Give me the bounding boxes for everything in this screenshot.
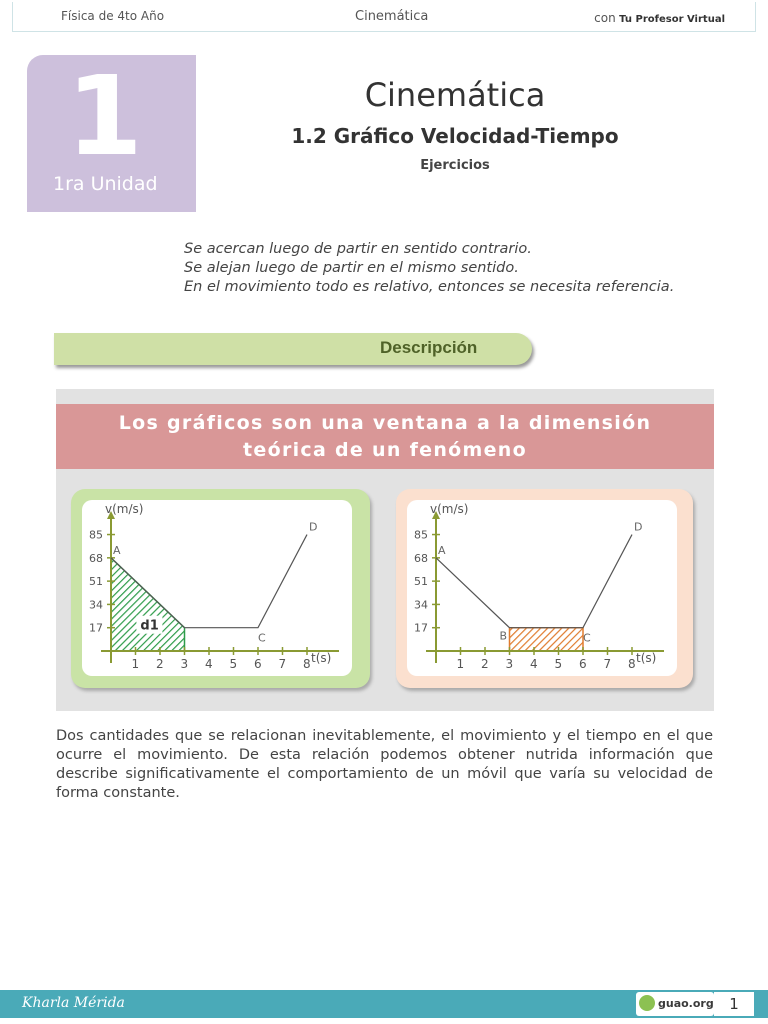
x-tick-label: 7 [278, 657, 287, 671]
intro-lines [184, 240, 744, 297]
guao-logo [636, 992, 714, 1016]
banner-line: teórica de un fenómeno [243, 439, 527, 461]
x-tick-label: 7 [603, 657, 612, 671]
header-topic: Cinemática [355, 9, 429, 24]
description-bar [54, 333, 532, 365]
x-tick-label: 6 [254, 657, 262, 671]
graph-card-left [71, 489, 370, 688]
x-tick-label: 2 [481, 657, 489, 671]
logo-text: guao.org [658, 997, 714, 1010]
y-tick-label: 85 [414, 528, 428, 542]
author-name: Kharla Mérida [22, 995, 125, 1011]
owl-icon [639, 995, 655, 1011]
velocity-time-chart-2 [396, 489, 693, 688]
point-label: B [499, 629, 508, 643]
header-brand-prefix: con [594, 11, 616, 25]
y-tick-label: 68 [414, 551, 428, 565]
point-label: A [113, 543, 121, 557]
y-tick-label: 51 [414, 575, 428, 589]
x-tick-label: 1 [131, 657, 140, 671]
x-tick-label: 6 [579, 657, 587, 671]
x-tick-label: 5 [554, 657, 563, 671]
header-brand-name: Tu Profesor Virtual [619, 14, 725, 25]
header-subject: Física de 4to Año [61, 9, 165, 23]
point-label: C [583, 631, 591, 645]
y-tick-label: 34 [89, 598, 103, 612]
page-number: 1 [729, 995, 739, 1013]
page-title: Cinemática [364, 76, 546, 114]
intro-line: En el movimiento todo es relativo, entonces se necesita referencia. [184, 279, 675, 295]
x-tick-label: 5 [229, 657, 238, 671]
unit-badge [27, 52, 196, 212]
x-tick-label: 8 [628, 657, 636, 671]
velocity-time-chart-1 [71, 489, 370, 688]
graph-card-right [396, 489, 693, 688]
y-tick-label: 68 [89, 551, 103, 565]
x-tick-label: 2 [156, 657, 164, 671]
body-paragraph: Dos cantidades que se relacionan inevitablemente, el movimiento y el tiempo en el que ocurre el movimiento. De esta relación podemos obtener nutrida información que describe significativamente el comportamiento de un móvil que varía su velocidad de forma constante. [56, 728, 713, 801]
header-brand [594, 11, 725, 25]
page-subtitle: 1.2 Gráfico Velocidad-Tiempo [291, 124, 619, 148]
page-footer [0, 990, 768, 1018]
unit-number: 1 [66, 52, 143, 180]
x-axis-label: t(s) [311, 651, 332, 665]
area-label: d1 [140, 618, 159, 634]
point-label: D [309, 520, 318, 534]
x-tick-label: 1 [456, 657, 465, 671]
intro-line: Se acercan luego de partir en sentido contrario. [184, 241, 532, 257]
y-axis-label: v(m/s) [105, 502, 144, 516]
y-tick-label: 34 [414, 598, 428, 612]
point-label: D [634, 520, 643, 534]
shaded-area [510, 628, 584, 651]
graphs-banner [56, 404, 714, 469]
y-tick-label: 17 [89, 621, 103, 635]
description-label: Descripción [380, 338, 478, 357]
y-axis-label: v(m/s) [430, 502, 469, 516]
intro-line: Se alejan luego de partir en el mismo sentido. [184, 260, 519, 276]
y-tick-label: 85 [89, 528, 103, 542]
x-tick-label: 8 [303, 657, 311, 671]
x-tick-label: 3 [505, 657, 514, 671]
x-tick-label: 3 [180, 657, 189, 671]
page-header [12, 2, 756, 32]
section-label: Ejercicios [420, 158, 490, 173]
y-tick-label: 51 [89, 575, 103, 589]
x-tick-label: 4 [530, 657, 538, 671]
x-tick-label: 4 [205, 657, 213, 671]
unit-label: 1ra Unidad [53, 173, 158, 195]
x-axis-label: t(s) [636, 651, 657, 665]
banner-text [56, 410, 714, 464]
y-tick-label: 17 [414, 621, 428, 635]
point-label: A [438, 543, 446, 557]
point-label: C [258, 631, 266, 645]
page-number-box [714, 992, 754, 1016]
banner-line: Los gráficos son una ventana a la dimensión [118, 412, 652, 434]
